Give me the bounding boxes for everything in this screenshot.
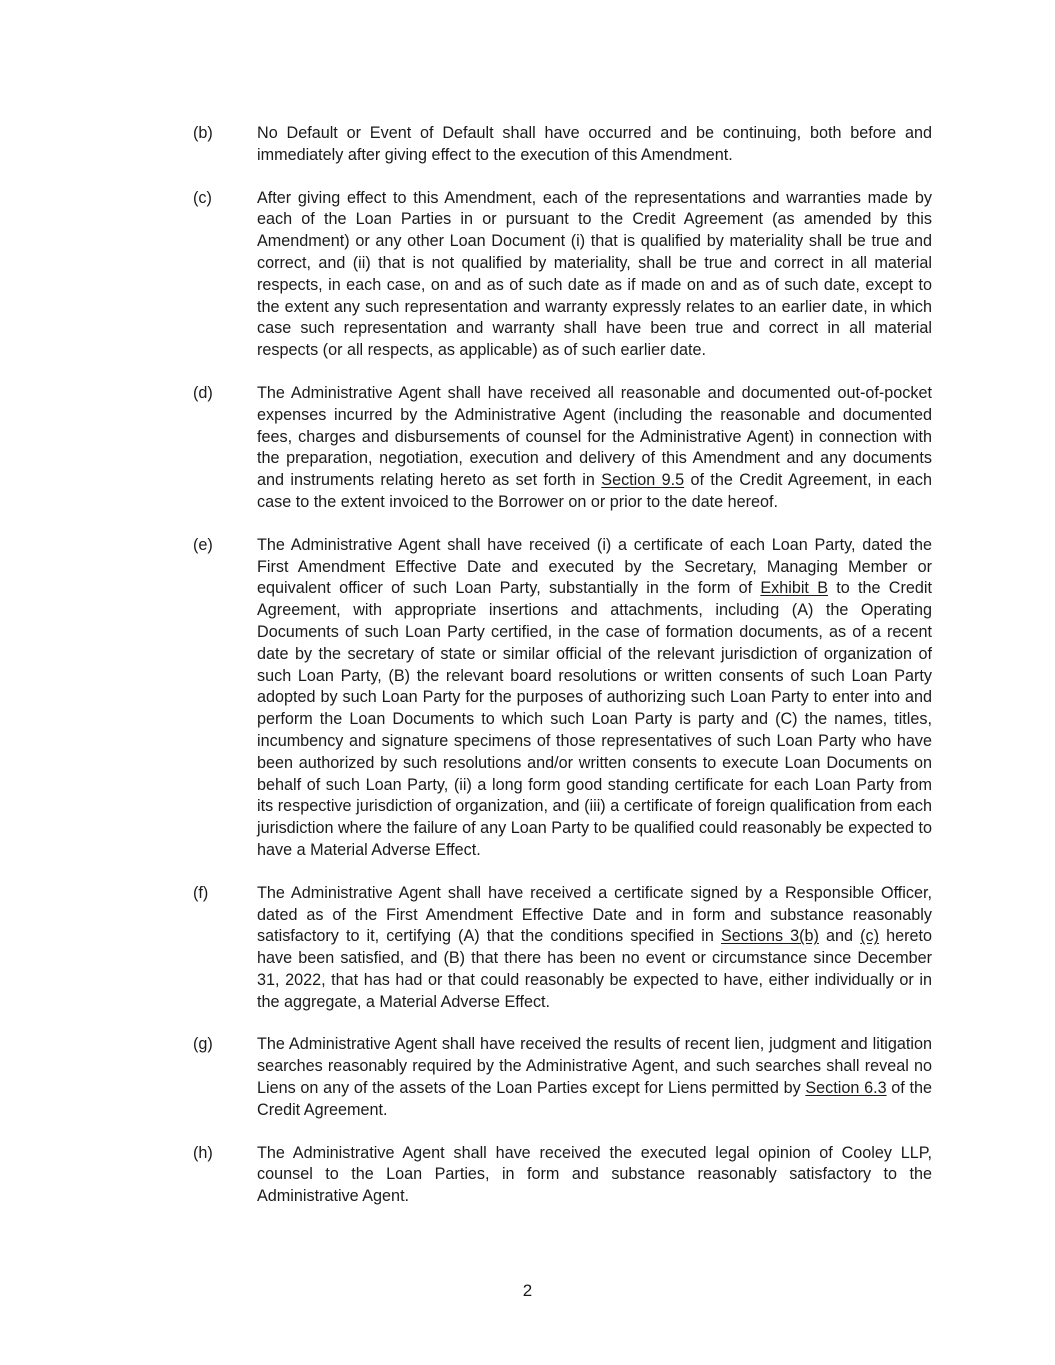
clause-text-segment: of the Credit Agreement, in each case to the extent invoiced to the Borrower on or prior to the date hereof.	[257, 471, 933, 511]
section-reference-link[interactable]: Exhibit B	[760, 579, 828, 598]
clause-text-segment: The Administrative Agent shall have received a certificate signed by a Responsible Officer, dated as of the First Amendment Effective Date and in form and substance reasonably satisfactory to it, certifying (A) that the conditions specified in	[257, 883, 932, 946]
section-reference-link[interactable]: Section 6.3	[805, 1079, 887, 1098]
clause-label: (c)	[193, 188, 212, 207]
clause-text-segment: to the Credit Agreement, with appropriate insertions and attachments, including (A) the Operating Documents of such Loan Party certified, in the case of formation documents, as of a recent date by the secretary of state or similar official of the relevant jurisdiction of organization of such Loan Party, (B) the relevant board resolutions or written consents of such Loan Party adopted by such Loan Party for the purposes of authorizing such Loan Party to enter into and perform the Loan Documents to which such Loan Party is party and (C) the names, titles, incumbency and signature specimens of those representatives of such Loan Party who have been authorized by such resolutions and/or written consents to execute Loan Documents on behalf of such Loan Party, (ii) a long form good standing certificate for each Loan Party from its respective jurisdiction of organization, and (iii) a certificate of foreign qualification from each jurisdiction where the failure of any Loan Party to be qualified could reasonably be expected to have a Material Adverse Effect.	[257, 579, 932, 859]
clause-text-segment: hereto have been satisfied, and (B) that there has been no event or circumstance since December 31, 2022, that has had or that could reasonably be expected to have, either individually or in the aggregate, a Material Adverse Effect.	[257, 927, 932, 1011]
clause-text-segment: The Administrative Agent shall have received all reasonable and documented out-of-pocket expenses incurred by the Administrative Agent (including the reasonable and documented fees, charges and disbursements of counsel for the Administrative Agent) in connection with the preparation, negotiation, execution and delivery of this Amendment and any documents and instruments relating hereto as set forth in	[257, 383, 932, 490]
clause-label: (g)	[193, 1035, 213, 1054]
clause-label: (b)	[193, 124, 213, 142]
clause-label: (e)	[193, 535, 213, 554]
clause-label: (h)	[193, 1143, 213, 1162]
clause-text	[257, 188, 932, 362]
clause	[193, 535, 932, 862]
clause-text-segment: The Administrative Agent shall have received the results of recent lien, judgment and litigation searches reasonably required by the Administrative Agent, and such searches shall reveal no Liens on any of the assets of the Loan Parties except for Liens permitted by	[257, 1035, 932, 1098]
clause-text-segment: of the Credit Agreement.	[257, 1079, 932, 1119]
page-number: 2	[522, 1281, 533, 1300]
clause	[193, 383, 932, 514]
clause-text	[257, 123, 932, 167]
clause-text-segment: After giving effect to this Amendment, each of the representations and warranties made by each of the Loan Parties in or pursuant to the Credit Agreement (as amended by this Amendment) or any other Loan Document (i) that is qualified by materiality shall be true and correct, and (ii) that is not qualified by materiality, shall be true and correct in all material respects, in each case, on and as of such date as if made on and as of such date, except to the extent any such representation and warranty expressly relates to an earlier date, in which case such representation and warranty shall have been true and correct in all material respects (or all respects, as applicable) as of such earlier date.	[257, 188, 932, 360]
clause-text-segment: No Default or Event of Default shall have occurred and be continuing, both before and immediately after giving effect to the execution of this Amendment.	[257, 124, 932, 164]
clause-text-segment: and	[818, 927, 861, 946]
clause-text-segment: The Administrative Agent shall have received the executed legal opinion of Cooley LLP, counsel to the Loan Parties, in form and substance reasonably satisfactory to the Administrative Agent.	[257, 1143, 932, 1206]
clause-text-segment: The Administrative Agent shall have received (i) a certificate of each Loan Party, dated the First Amendment Effective Date and executed by the Secretary, Managing Member or equivalent officer of such Loan Party, substantially in the form of	[257, 535, 932, 598]
section-reference-link[interactable]: (c)	[860, 927, 879, 946]
clause-text	[257, 535, 932, 862]
clause	[193, 1034, 932, 1121]
section-reference-link[interactable]: Section 9.5	[601, 471, 685, 490]
clause-text	[257, 883, 932, 1014]
clause	[193, 1143, 932, 1208]
clause	[193, 883, 932, 1014]
clause	[193, 123, 932, 167]
clause-text	[257, 1034, 932, 1121]
clause-text	[257, 1143, 932, 1208]
clause	[193, 188, 932, 362]
section-reference-link[interactable]: Sections 3(b)	[721, 927, 819, 946]
clause-label: (f)	[193, 883, 209, 902]
clause-label: (d)	[193, 383, 213, 402]
clause-list	[193, 123, 932, 1229]
clause-text	[257, 383, 932, 514]
